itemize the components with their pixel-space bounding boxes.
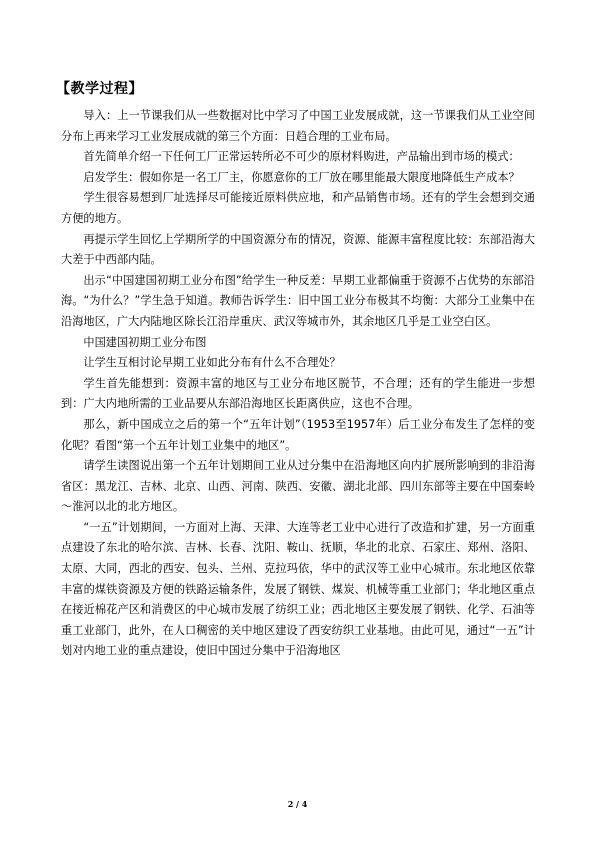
paragraph-early-map: 出示“中国建国初期工业分布图”给学生一种反差：早期工业都偏重于资源不占优势的东部沿海。“为什么？”学生急于知道。教师告诉学生：旧中国工业分布极其不均衡：大部分工业集中在沿海地区，广大内陆地区除长江沿岸重庆、武汉等城市外，其余地区几乎是工业空白区。: [61, 273, 535, 328]
paragraph-first-plan-details: “一五”计划期间，一方面对上海、天津、大连等老工业中心进行了改造和扩建，另一方面重点建设了东北的哈尔滨、吉林、长春、沈阳、鞍山、抚顺，华北的北京、石家庄、郑州、洛阳、太原、大同，西北的西安、包头、兰州、克拉玛依，华中的武汉等工业中心城市。东北地区依靠丰富的煤铁资源及方便的铁路运输条件，发展了钢铁、煤炭、机械等重工业部门；华北地区重点在接近棉花产区和消费区的中心城市发展了纺织工业；西北地区主要发展了钢铁、化学、石油等重工业部门，此外，在人口稠密的关中地区建设了西安纺织工业基地。由此可见，通过“一五”计划对内地工业的重点建设，使旧中国过分集中于沿海地区: [61, 520, 535, 658]
paragraph-resource-review: 再提示学生回忆上学期所学的中国资源分布的情况，资源、能源丰富程度比较：东部沿海大大差于中西部内陆。: [61, 232, 535, 267]
paragraph-map-reading: 请学生读图说出第一个五年计划期间工业从过分集中在沿海地区向内扩展所影响到的非沿海省区：黑龙江、吉林、北京、山西、河南、陕西、安徽、湖北北部、四川东部等主要在中国秦岭～淮河以北的北方地区。: [61, 459, 535, 514]
paragraph-student-idea: 学生很容易想到厂址选择尽可能接近原料供应地，和产品销售市场。还有的学生会想到交通方便的地方。: [61, 191, 535, 225]
paragraph-map-title: 中国建国初期工业分布图: [83, 335, 207, 349]
body-text: [61, 106, 535, 662]
paragraph-discussion: 让学生互相讨论早期工业如此分布有什么不合理处？: [83, 356, 341, 370]
page-number: 2 / 4: [287, 799, 308, 809]
section-heading: 【教学过程】: [56, 81, 143, 97]
paragraph-five-year-plan: 那么，新中国成立之后的第一个“五年计划”（1953至1957年）后工业分布发生了怎样的变化呢？看图“第一个五年计划工业集中的地区”。: [61, 417, 535, 452]
paragraph-model: 首先简单介绍一下任何工厂正常运转所必不可少的原材料购进，产品输出到市场的模式：: [83, 150, 520, 164]
paragraph-student-answer: 学生首先能想到：资源丰富的地区与工业分布地区脱节，不合理；还有的学生能进一步想到：广大内地所需的工业品要从东部沿海地区长距离供应，这也不合理。: [61, 376, 535, 411]
paragraph-prompt: 启发学生：假如你是一名工厂主，你愿意你的工厂放在哪里能最大限度地降低生产成本？: [83, 170, 520, 184]
paragraph-intro: 导入：上一节课我们从一些数据对比中学习了中国工业发展成就，这一节课我们从工业空间分布上再来学习工业发展成就的第三个方面：日趋合理的工业布局。: [61, 109, 535, 143]
